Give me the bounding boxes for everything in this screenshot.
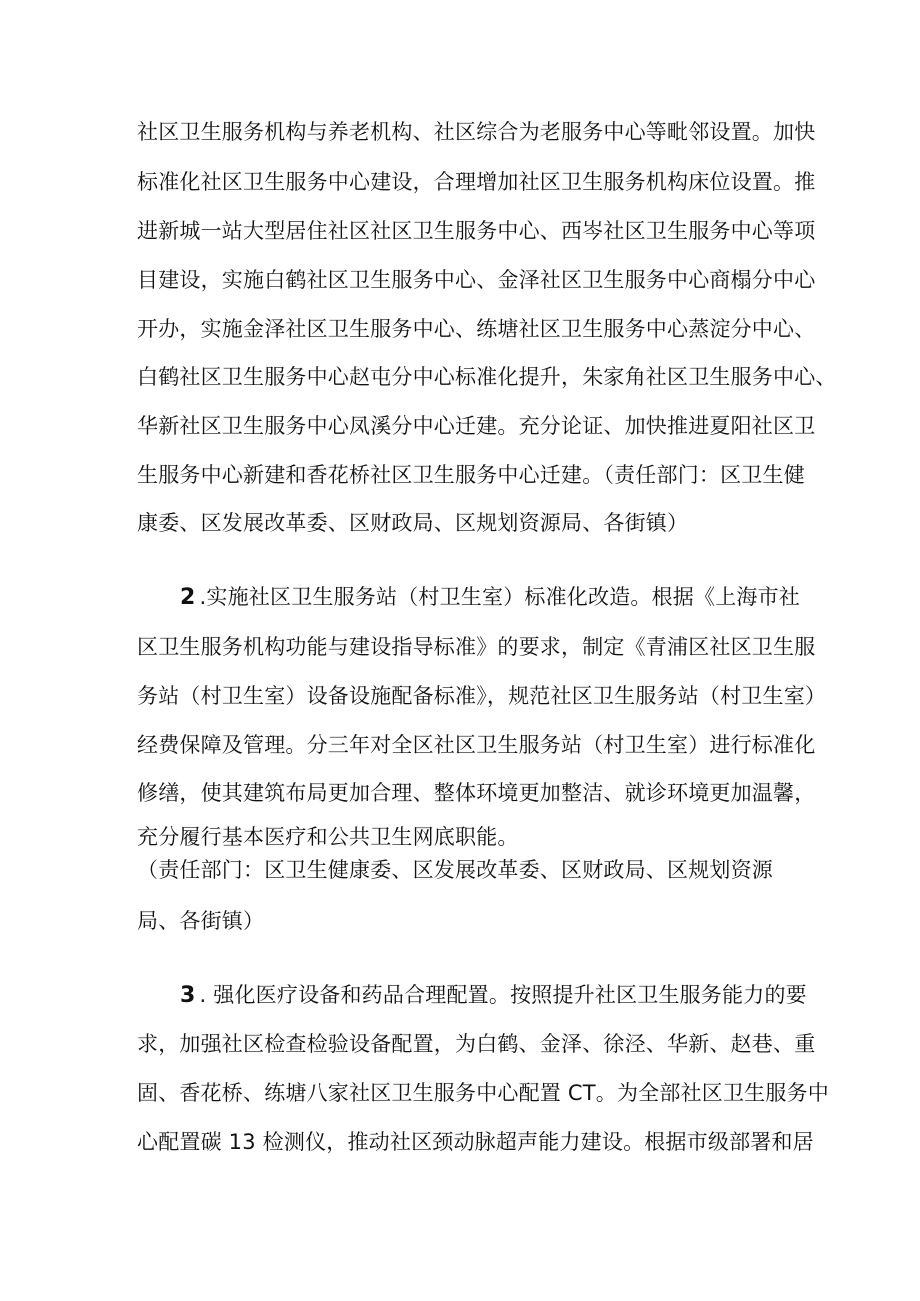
paragraph-line: 生服务中心新建和香花桥社区卫生服务中心迁建。（责任部门：区卫生健: [137, 463, 805, 487]
paragraph-line: 康委、区发展改革委、区财政局、区规划资源局、各街镇）: [137, 511, 689, 535]
paragraph-line: 心配置碳 13 检测仪，推动社区颈动脉超声能力建设。根据市级部署和居: [137, 1130, 814, 1154]
paragraph-line: 经费保障及管理。分三年对全区社区卫生服务站（村卫生室）进行标准化: [137, 733, 816, 757]
paragraph-line: 固、香花桥、练塘八家社区卫生服务中心配置 CT。为全部社区卫生服务中: [137, 1081, 829, 1105]
paragraph-line: 充分履行基本医疗和公共卫生网底职能。: [137, 825, 519, 849]
item-number: 2: [180, 585, 196, 610]
paragraph-line: 目建设，实施白鹤社区卫生服务中心、金泽社区卫生服务中心商榻分中心: [137, 268, 816, 292]
item-heading-text: . 强化医疗设备和药品合理配置。按照提升社区卫生服务能力的要: [199, 983, 807, 1007]
paragraph-line: 区卫生服务机构功能与建设指导标准》的要求，制定《青浦区社区卫生服: [137, 635, 816, 659]
paragraph-line: 社区卫生服务机构与养老机构、社区综合为老服务中心等毗邻设置。加快: [137, 120, 816, 144]
paragraph-line: （责任部门：区卫生健康委、区发展改革委、区财政局、区规划资源: [137, 858, 773, 882]
paragraph-line: 局、各街镇）: [137, 909, 265, 933]
paragraph-line: 务站（村卫生室）设备设施配备标准》，规范社区卫生服务站（村卫生室）: [137, 684, 827, 708]
paragraph-first-line: [180, 582, 800, 613]
paragraph-line: 开办，实施金泽社区卫生服务中心、练塘社区卫生服务中心蒸淀分中心、: [137, 317, 816, 341]
paragraph-first-line: [180, 980, 807, 1011]
paragraph-line: 标准化社区卫生服务中心建设，合理增加社区卫生服务机构床位设置。推: [137, 170, 816, 194]
item-heading-text: .实施社区卫生服务站（村卫生室）标准化改造。根据《上海市社: [199, 585, 800, 609]
paragraph-line: 进新城一站大型居住社区社区卫生服务中心、西岑社区卫生服务中心等项: [137, 219, 816, 243]
paragraph-line: 修缮，使其建筑布局更加合理、整体环境更加整洁、就诊环境更加温馨，: [137, 781, 816, 805]
paragraph-line: 华新社区卫生服务中心凤溪分中心迁建。充分论证、加快推进夏阳社区卫: [137, 414, 816, 438]
paragraph-line: 求，加强社区检查检验设备配置，为白鹤、金泽、徐泾、华新、赵巷、重: [137, 1032, 816, 1056]
item-number: 3: [180, 983, 196, 1008]
paragraph-line: 白鹤社区卫生服务中心赵屯分中心标准化提升，朱家角社区卫生服务中心、: [137, 365, 837, 389]
